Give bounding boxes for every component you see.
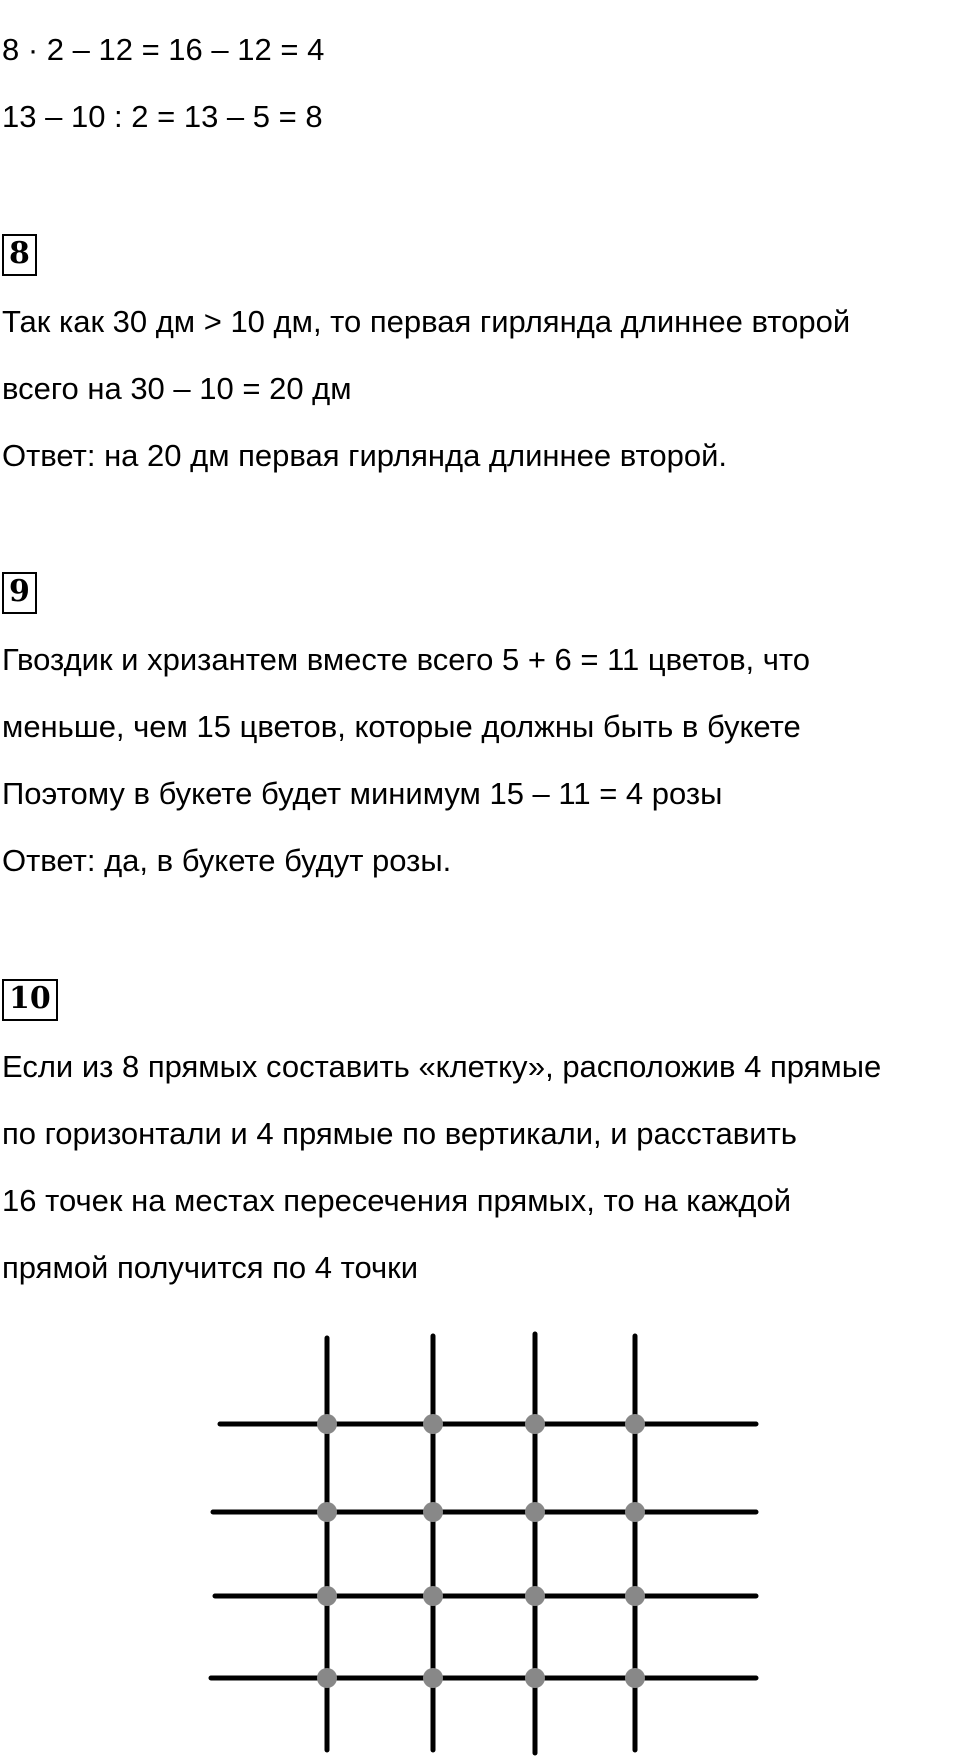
intersection-point [525,1502,545,1522]
task-10-line-3: 16 точек на местах пересечения прямых, то на каждой [2,1183,792,1218]
task-8-line-1: Так как 30 дм > 10 дм, то первая гирлянда длиннее второй [2,304,851,339]
equation-2: 13 – 10 : 2 = 13 – 5 = 8 [2,99,323,134]
task-9-line-2: меньше, чем 15 цветов, которые должны быть в букете [2,709,801,744]
task-10-line-1: Если из 8 прямых составить «клетку», расположив 4 прямые [2,1049,882,1084]
intersection-point [525,1586,545,1606]
intersection-point [317,1586,337,1606]
task-9-line-1: Гвоздик и хризантем вместе всего 5 + 6 = 11 цветов, что [2,642,811,677]
intersection-point [525,1414,545,1434]
intersection-point [625,1586,645,1606]
intersection-point [525,1668,545,1688]
intersection-point [317,1414,337,1434]
task-8-line-2: всего на 30 – 10 = 20 дм [2,371,352,406]
task-10-line-4: прямой получится по 4 точки [2,1250,419,1285]
intersection-point [625,1502,645,1522]
task-8-number: 8 [2,234,37,276]
intersection-point [317,1502,337,1522]
intersection-point [423,1668,443,1688]
task-10-number: 10 [2,979,58,1021]
intersection-point [423,1586,443,1606]
task-9-answer: Ответ: да, в букете будут розы. [2,843,452,878]
intersection-point [423,1414,443,1434]
task-8-answer: Ответ: на 20 дм первая гирлянда длиннее второй. [2,438,728,473]
equation-1: 8 · 2 – 12 = 16 – 12 = 4 [2,32,325,67]
task-9-number: 9 [2,572,37,614]
intersection-point [423,1502,443,1522]
intersection-point [625,1668,645,1688]
intersection-point [317,1668,337,1688]
task-10-line-2: по горизонтали и 4 прямые по вертикали, и расставить [2,1116,797,1151]
task-9-line-3: Поэтому в букете будет минимум 15 – 11 = 4 розы [2,776,723,811]
intersection-point [625,1414,645,1434]
